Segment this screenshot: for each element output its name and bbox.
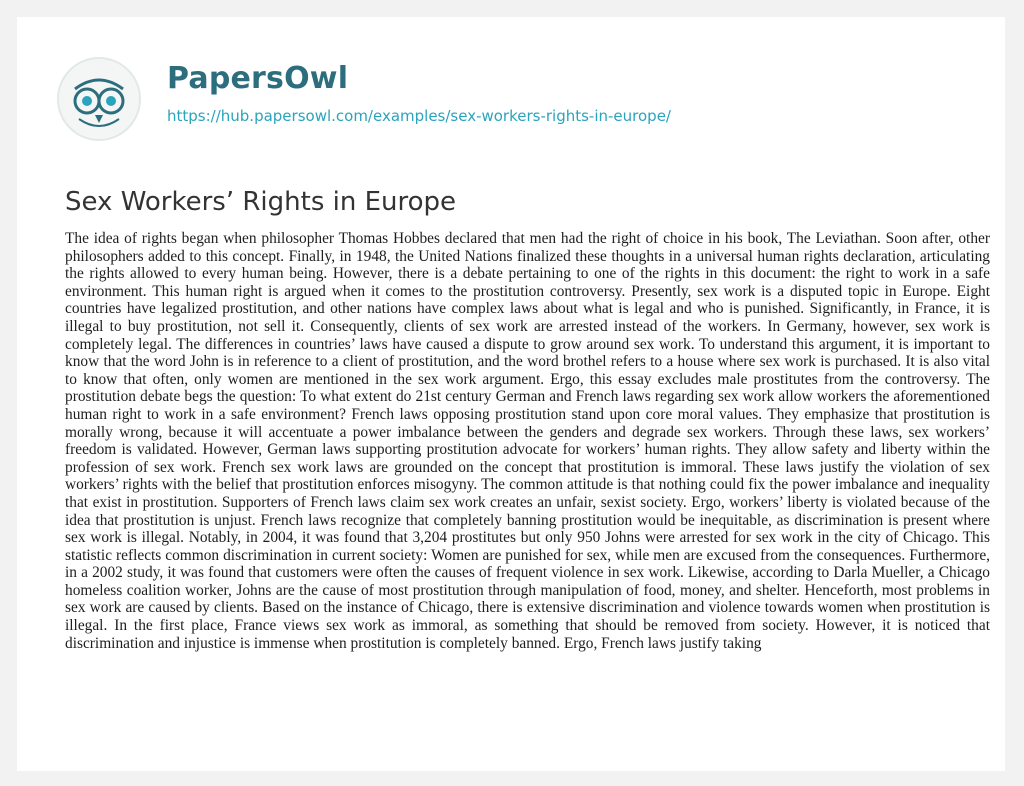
owl-logo-icon[interactable]: [55, 55, 143, 143]
header: [55, 47, 995, 157]
source-url-link[interactable]: https://hub.papersowl.com/examples/sex-workers-rights-in-europe/: [167, 107, 671, 125]
article-title: Sex Workers’ Rights in Europe: [65, 187, 457, 217]
brand-name[interactable]: PapersOwl: [167, 61, 349, 96]
page-container: [17, 17, 1005, 771]
article-body: The idea of rights began when philosopher Thomas Hobbes declared that men had the right of choice in his book, The Leviathan. Soon after, other philosophers added to this concept. Finally, in 1948, the United Nations finalized these thoughts in a universal human rights declaration, articulating the rights allowed to every human being. However, there is a debate pertaining to one of the rights in this document: the right to work in a safe environment. This human right is argued when it comes to the prostitution controversy. Presently, sex work is a disputed topic in Europe. Eight countries have legalized prostitution, and other nations have complex laws about what is legal and who is punished. Significantly, in France, it is illegal to buy prostitution, not sell it. Consequently, clients of sex work are arrested instead of the workers. In Germany, however, sex work is completely legal. The differences in countries’ laws have caused a dispute to grow around sex work. To understand this argument, it is important to know that the word John is in reference to a client of prostitution, and the word brothel refers to a house where sex work is purchased. It is also vital to know that often, only women are mentioned in the sex work argument. Ergo, this essay excludes male prostitutes from the controversy. The prostitution debate begs the question: To what extent do 21st century German and French laws regarding sex work allow workers the aforementioned human right to work in a safe environment? French laws opposing prostitution stand upon core moral values. They emphasize that prostitution is morally wrong, because it will accentuate a power imbalance between the genders and degrade sex workers. Through these laws, sex workers’ freedom is validated. However, German laws supporting prostitution advocate for workers’ human rights. They allow safety and liberty within the profession of sex work. French sex work laws are grounded on the concept that prostitution is immoral. These laws justify the violation of sex workers’ rights with the belief that prostitution enforces misogyny. The common attitude is that nothing could fix the power imbalance and inequality that exist in prostitution. Supporters of French laws claim sex work creates an unfair, sexist society. Ergo, workers’ liberty is violated because of the idea that prostitution is unjust. French laws recognize that completely banning prostitution would be inequitable, as discrimination is present where sex work is illegal. Notably, in 2004, it was found that 3,204 prostitutes but only 950 Johns were arrested for sex work in the city of Chicago. This statistic reflects common discrimination in current society: Women are punished for sex, while men are excused from the consequences. Furthermore, in a 2002 study, it was found that customers were often the causes of frequent violence in sex work. Likewise, according to Darla Mueller, a Chicago homeless coalition worker, Johns are the cause of most prostitution through manipulation of food, money, and shelter. Henceforth, most problems in sex work are caused by clients. Based on the instance of Chicago, there is extensive discrimination and violence towards women when prostitution is illegal. In the first place, France views sex work as immoral, as something that should be removed from society. However, it is noticed that discrimination and injustice is immense when prostitution is completely banned. Ergo, French laws justify taking: [65, 230, 990, 652]
